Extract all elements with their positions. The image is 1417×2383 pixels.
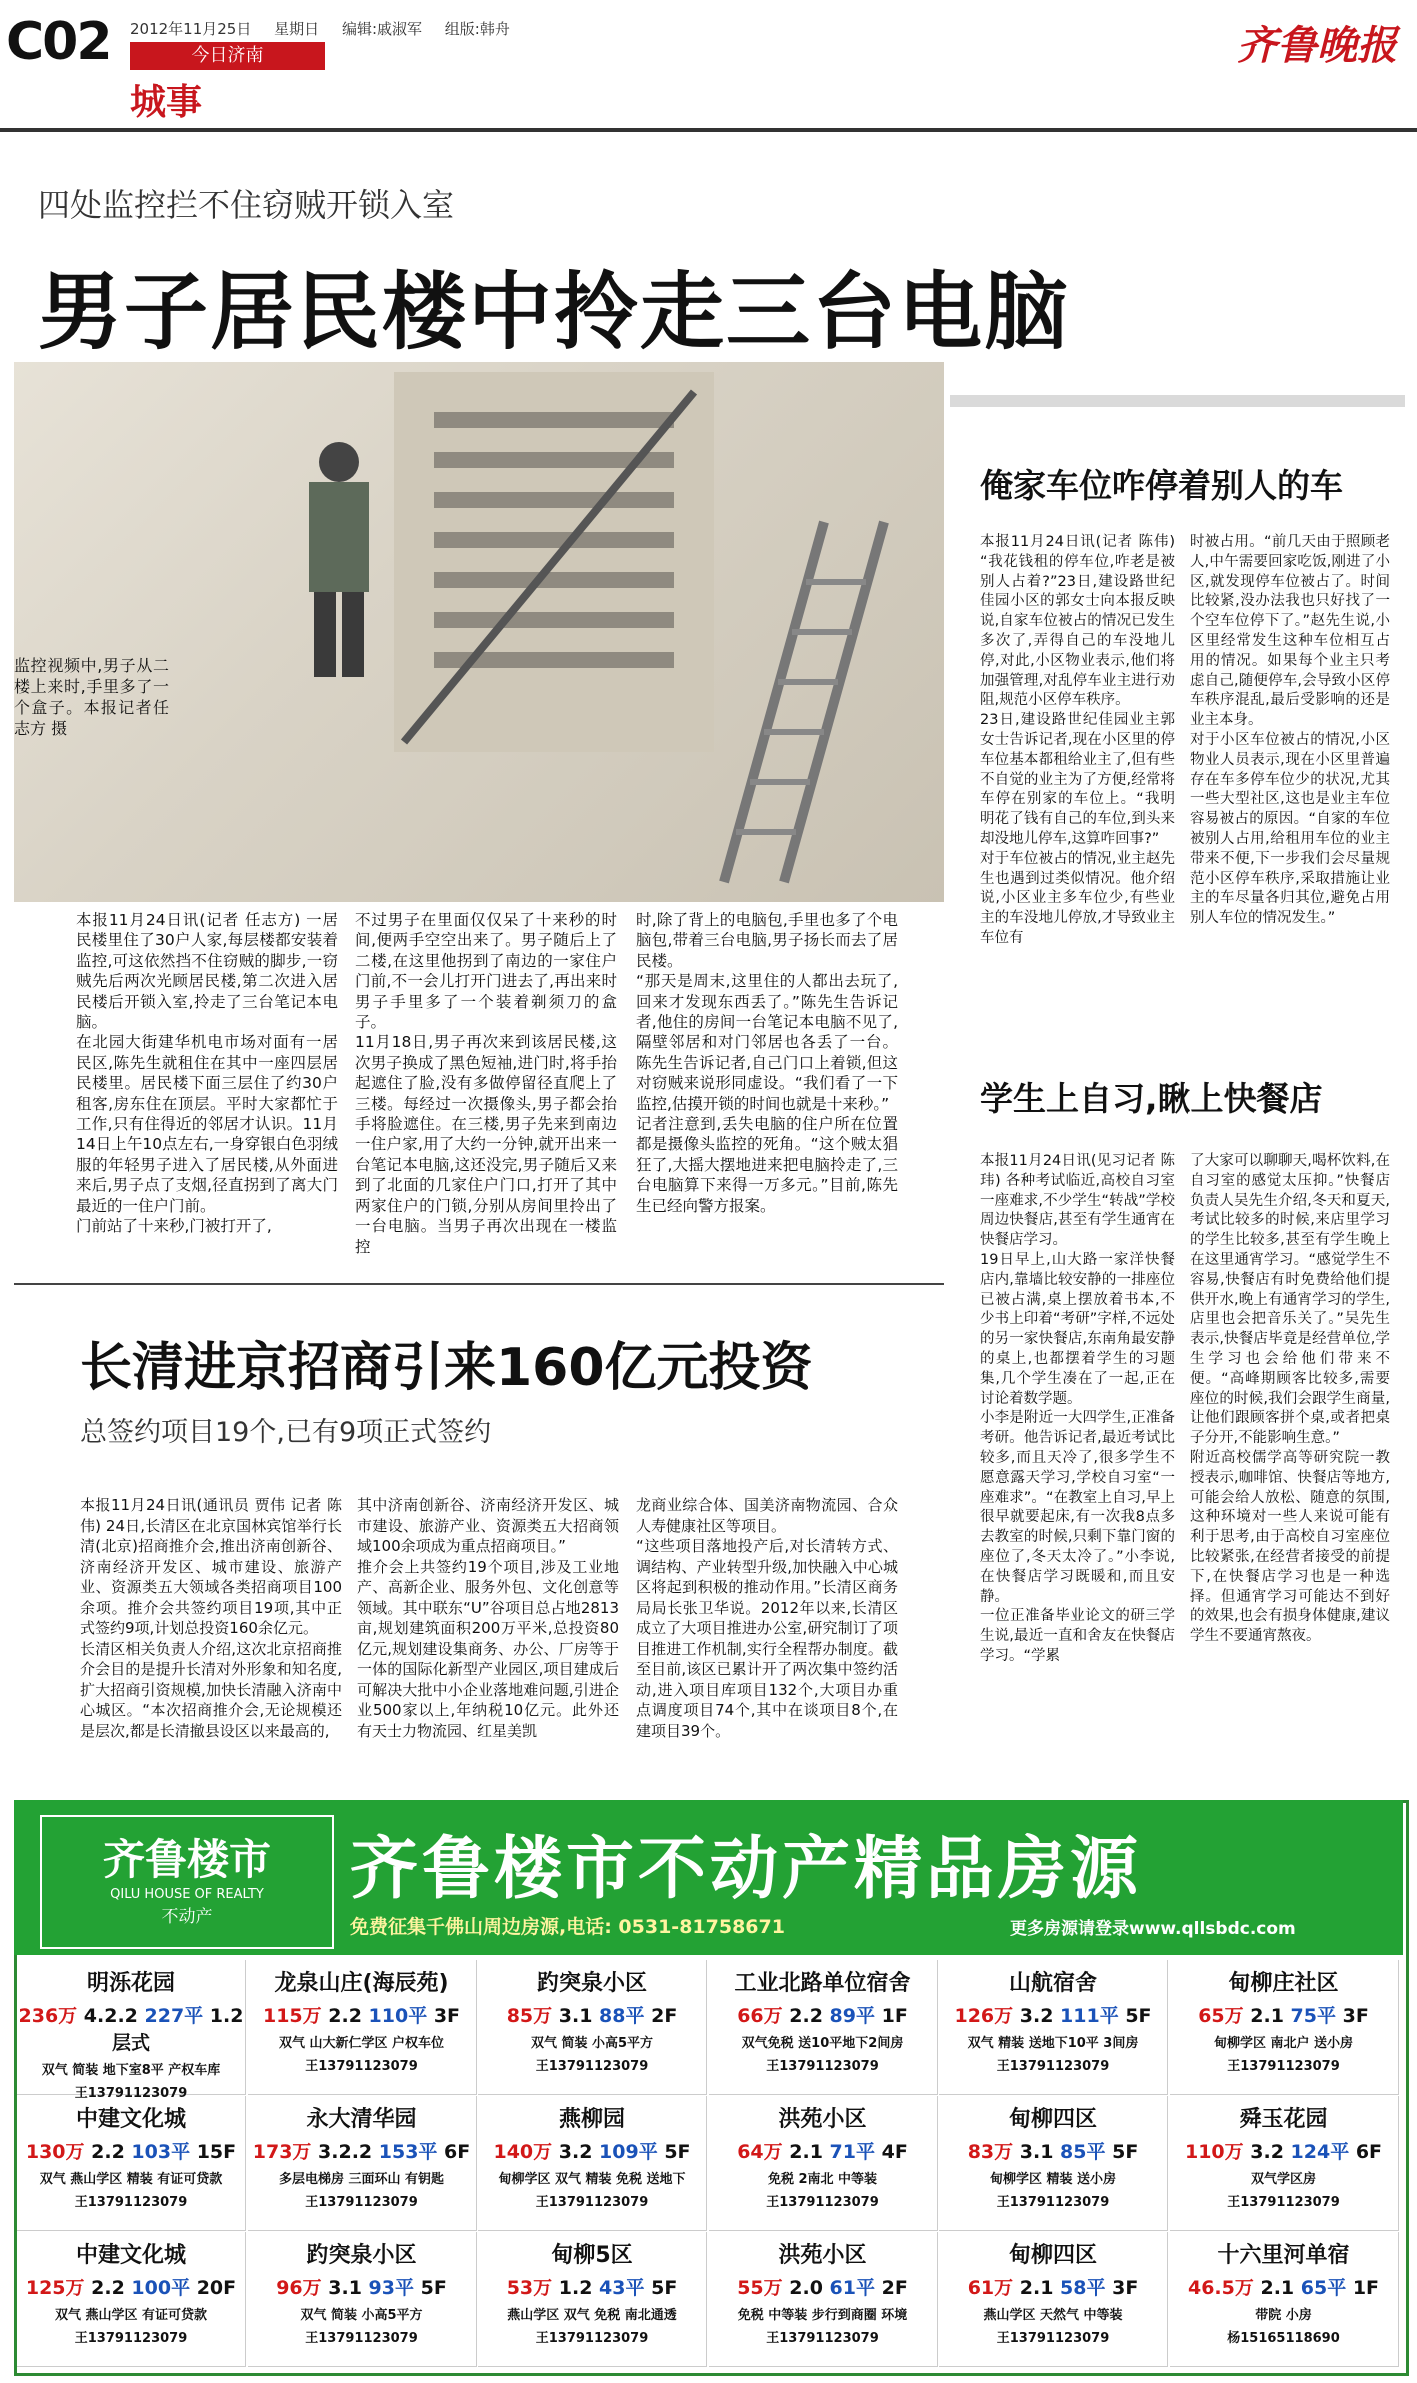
listing-floor: 6F [1355, 2141, 1383, 2163]
listing-name: 洪苑小区 [778, 2243, 867, 2268]
listing-floor: 5F [651, 2277, 678, 2299]
listing-price: 83万 [967, 2141, 1020, 2163]
listing-desc: 燕山学区 双气 免税 南北通透 [507, 2308, 677, 2323]
listing-card [248, 2096, 477, 2231]
listing-card [709, 2232, 938, 2367]
listing-price-row [248, 2001, 476, 2028]
listing-name: 明泺花园 [86, 1971, 175, 1996]
second-story-divider [14, 1283, 944, 1285]
listing-floor: 2F [881, 2277, 908, 2299]
listing-rooms: 2.1 [1250, 2005, 1291, 2027]
listing-name: 甸柳四区 [1008, 2107, 1097, 2132]
listing-price-row [17, 2001, 245, 2055]
lead-subtitle: 四处监控拦不住窃贼开锁入室 [38, 186, 455, 224]
listing-rooms: 2.2 [328, 2005, 369, 2027]
listing-phone: 杨15165118690 [1227, 2331, 1340, 2346]
section-title: 城事 [130, 82, 203, 123]
layout-credit: 组版:韩舟 [444, 20, 510, 38]
listing-desc: 双气 燕山学区 有证可贷款 [54, 2308, 208, 2323]
listing-rooms: 3.1 [328, 2277, 369, 2299]
listing-price-row [478, 2001, 706, 2028]
listing-rooms: 2.2 [91, 2141, 132, 2163]
listing-phone: 王13791123079 [74, 2086, 188, 2101]
listing-floor: 5F [664, 2141, 691, 2163]
listing-name: 洪苑小区 [778, 2107, 867, 2132]
listing-area: 85平 [1060, 2141, 1113, 2163]
listing-name: 趵突泉小区 [536, 1971, 647, 1996]
listing-rooms: 2.1 [1260, 2277, 1301, 2299]
listing-phone: 王13791123079 [766, 2331, 879, 2346]
listing-desc: 免税 中等装 步行到商圈 环境 [737, 2308, 908, 2323]
listing-area: 61平 [829, 2277, 882, 2299]
listing-floor: 4F [881, 2141, 908, 2163]
listing-desc: 双气 简装 小高5平方 [300, 2308, 423, 2323]
listing-card [709, 2096, 938, 2231]
listing-area: 71平 [829, 2141, 882, 2163]
listing-rooms: 3.2 [558, 2141, 600, 2163]
listing-price: 110万 [1184, 2141, 1251, 2163]
second-story-column-2: 其中济南创新谷、济南经济开发区、城市建设、旅游产业、资源类五大招商领域100余项成为重点招商项目。” 推介会上共签约19个项目,涉及工业地产、高新企业、服务外包、文化创意等领域。其中联东“U”谷项目总占地2813亩,规划建筑面积200万平米,总投资80亿元,规划建设集商务、办公、厂房等于一体的国际化新型产业园区,项目建成后可解决大批中小企业落地难问题,引进企业500家以上,年纳税10亿元。此外还有天士力物流园、红星美凯 [357, 1496, 619, 1740]
listing-rooms: 3.1 [1019, 2141, 1061, 2163]
listing-name: 十六里河单宿 [1217, 2243, 1350, 2268]
listing-floor: 15F [196, 2141, 237, 2163]
listing-floor: 3F [1112, 2277, 1139, 2299]
listing-card [17, 2232, 246, 2367]
ad-logo-en: QILU HOUSE OF REALTY [110, 1887, 264, 1902]
ad-title: 齐鲁楼市不动产精品房源 [350, 1830, 1143, 1909]
listing-name: 甸柳庄社区 [1228, 1971, 1339, 1996]
listing-floor: 2F [651, 2005, 678, 2027]
lead-headline: 男子居民楼中拎走三台电脑 [38, 263, 1071, 361]
listing-card [17, 2096, 246, 2231]
listing-price-row [709, 2273, 937, 2300]
listing-card [478, 2096, 707, 2231]
listing-name: 舜玉花园 [1239, 2107, 1328, 2132]
second-story-column-3: 龙商业综合体、国美济南物流园、合众人寿健康社区等项目。 “这些项目落地投产后,对长清转方式、调结构、产业转型升级,加快融入中心城区将起到积极的推动作用。”长清区商务局局长张卫华说。2012年以来,长清区成立了大项目推进办公室,研究制订了项目推进工作机制,实行全程帮办制度。截至目前,该区已累计开了两次集中签约活动,进入项目库项目132个,大项目办重点调度项目74个,其中在谈项目8个,在建项目39个。 [636, 1496, 898, 1740]
person-figure [284, 432, 394, 682]
listing-phone: 王13791123079 [535, 2195, 649, 2210]
photo-caption: 监控视频中,男子从二楼上来时,手里多了一个盒子。本报记者任志方 摄 [14, 656, 169, 738]
listing-price: 236万 [18, 2005, 84, 2027]
listing-desc: 甸柳学区 双气 精装 免税 送地下 [498, 2172, 686, 2187]
listing-phone: 王13791123079 [305, 2195, 418, 2210]
listing-phone: 王13791123079 [996, 2195, 1110, 2210]
listing-area: 110平 [368, 2005, 434, 2027]
listing-phone: 王13791123079 [1227, 2195, 1340, 2210]
ad-logo-cn: 齐鲁楼市 [102, 1835, 271, 1884]
editor-credit: 编辑:戚淑军 [341, 20, 422, 38]
listing-price: 66万 [737, 2005, 790, 2027]
listing-floor: 20F [196, 2277, 237, 2299]
listing-phone: 王13791123079 [996, 2059, 1110, 2074]
listing-price-row [939, 2001, 1167, 2028]
listing-rooms: 3.2.2 [318, 2141, 379, 2163]
listing-price-row [709, 2137, 937, 2164]
listing-phone: 王13791123079 [766, 2059, 879, 2074]
side-story-1-column-2: 时被占用。“前几天由于照顾老人,中午需要回家吃饭,刚进了小区,就发现停车位被占了。时间比较紧,没办法我也只好找了一个空车位停下了。”赵先生说,小区里经常发生这种车位相互占用的情况。如果每个业主只考虑自己,随便停车,会导致小区停车秩序混乱,最后受影响的还是业主本身。 对于小区车位被占的情况,小区物业人员表示,现在小区里普遍存在车多停车位少的状况,尤其一些大型社区,这也是业主车位容易被占的原因。“自家的车位被别人占用,给租用车位的业主带来不便,下一步我们会尽量规范小区停车秩序,采取措施让业主的车尽量各归其位,避免占用别人车位的情况发生。” [1190, 534, 1390, 927]
listing-card [939, 1960, 1168, 2095]
newspaper-logo: 齐鲁晚报 [1237, 22, 1397, 69]
listing-desc: 免税 2南北 中等装 [767, 2172, 878, 2187]
listing-price-row [17, 2137, 245, 2164]
lead-column-2: 不过男子在里面仅仅呆了十来秒的时间,便两手空空出来了。男子随后上了二楼,在这里他拐到了南边的一家住户门前,不一会儿打开门进去了,再出来时男子手里多了一个装着剃须刀的盒子。 11月18日,男子再次来到该居民楼,这次男子换成了黑色短袖,进门时,将手抬起遮住了脸,没有多做停留径直爬上了三楼。每经过一次摄像头,男子都会抬手将脸遮住。在三楼,男子先来到南边一住户家,用了大约一分钟,就开出来一台笔记本电脑,这还没完,男子随后又来到了北面的几家住户门口,打开了其中两家住户的门锁,分别从房间里拎出了一台电脑。当男子再次出现在一楼监控 [355, 911, 617, 1256]
listing-price: 96万 [276, 2277, 329, 2299]
side-story-2-headline: 学生上自习,瞅上快餐店 [980, 1079, 1323, 1118]
listing-price: 140万 [493, 2141, 559, 2163]
listing-area: 100平 [131, 2277, 197, 2299]
listing-phone: 王13791123079 [535, 2059, 649, 2074]
listing-price-row [248, 2137, 476, 2164]
listing-desc: 双气 燕山学区 精装 有证可贷款 [39, 2172, 223, 2187]
listing-area: 89平 [829, 2005, 882, 2027]
lead-column-3: 时,除了背上的电脑包,手里也多了个电脑包,带着三台电脑,男子扬长而去了居民楼。 “那天是周末,这里住的人都出去玩了,回来才发现东西丢了。”陈先生告诉记者,他住的房间一台笔记本电脑不见了,隔壁邻居和对门邻居也各丢了一台。陈先生告诉记者,自己门口上着锁,但这对窃贼来说形同虚设。“我们看了一下监控,估摸开锁的时间也就是十来秒。” 记者注意到,丢失电脑的住户所在位置都是摄像头监控的死角。“这个贼太猖狂了,大摇大摆地进来把电脑拎走了,三台电脑算下来得一万多元。”目前,陈先生已经向警方报案。 [636, 911, 898, 1215]
listing-price-row [1170, 2001, 1398, 2028]
listing-phone: 王13791123079 [535, 2331, 649, 2346]
listing-area: 58平 [1060, 2277, 1113, 2299]
listing-desc: 燕山学区 天然气 中等装 [983, 2308, 1123, 2323]
listing-price-row [1170, 2137, 1398, 2164]
listing-name: 甸柳5区 [551, 2243, 633, 2268]
listing-name: 龙泉山庄(海辰苑) [274, 1971, 449, 1996]
listing-card [248, 2232, 477, 2367]
listing-price: 85万 [506, 2005, 559, 2027]
listing-price: 65万 [1198, 2005, 1251, 2027]
listing-rooms: 3.2 [1019, 2005, 1061, 2027]
listing-floor: 1F [881, 2005, 908, 2027]
listing-rooms: 2.2 [789, 2005, 830, 2027]
listing-name: 燕柳园 [558, 2107, 625, 2132]
listing-price-row [939, 2137, 1167, 2164]
listing-rooms: 2.1 [1019, 2277, 1061, 2299]
surveillance-photo [14, 362, 944, 902]
listing-card [1170, 2232, 1399, 2367]
listing-desc: 双气 简装 小高5平方 [530, 2036, 654, 2051]
page-meta [130, 18, 528, 39]
page-number: C02 [6, 12, 111, 72]
listing-price-row [939, 2273, 1167, 2300]
listing-card [248, 1960, 477, 2095]
listing-area: 153平 [378, 2141, 445, 2163]
listing-price-row [1170, 2273, 1398, 2300]
listing-area: 43平 [599, 2277, 652, 2299]
listing-price: 61万 [967, 2277, 1020, 2299]
listing-phone: 王13791123079 [305, 2331, 418, 2346]
listing-floor: 1F [1352, 2277, 1380, 2299]
listing-area: 88平 [599, 2005, 652, 2027]
listing-name: 趵突泉小区 [306, 2243, 417, 2268]
listing-card [1170, 2096, 1399, 2231]
listing-desc: 双气 简装 地下室8平 产权车库 [41, 2063, 221, 2078]
listing-desc: 多层电梯房 三面环山 有钥匙 [278, 2172, 445, 2187]
listing-desc: 甸柳学区 南北户 送小房 [1213, 2036, 1354, 2051]
listing-price: 173万 [252, 2141, 319, 2163]
listing-price: 126万 [954, 2005, 1020, 2027]
listing-card [478, 2232, 707, 2367]
side-story-2-column-1: 本报11月24日讯(见习记者 陈玮) 各种考试临近,高校自习室一座难求,不少学生“转战”学校周边快餐店,甚至有学生通宵在快餐店学习。 19日早上,山大路一家洋快餐店内,靠墙比较安静的一排座位已被占满,桌上摆放着书本,不少书上印着“考研”字样,不远处的另一家快餐店,东南角最安静的桌上,也都摆着学生的习题集,几个学生凑在了一起,正在讨论着数学题。 小李是附近一大四学生,正准备考研。他告诉记者,最近考试比较多,而且天冷了,很多学生不愿意露天学习,学校自习室“一座难求”。“在教室上自习,早上很早就要起床,有一次我8点多去教室的时候,只剩下靠门窗的座位了,冬天太冷了。”小李说,在快餐店学习既暖和,而且安静。 一位正准备毕业论文的研三学生说,最近一直和舍友在快餐店学习。“学累 [980, 1153, 1175, 1664]
listing-area: 65平 [1300, 2277, 1353, 2299]
listing-price: 125万 [25, 2277, 92, 2299]
listing-floor: 5F [1112, 2141, 1139, 2163]
listing-card [939, 2232, 1168, 2367]
listing-price: 115万 [262, 2005, 329, 2027]
listing-area: 111平 [1060, 2005, 1126, 2027]
ad-phone: 免费征集千佛山周边房源,电话: 0531-81758671 [350, 1916, 785, 1938]
staircase-illustration [394, 372, 714, 752]
listing-price-row [478, 2273, 706, 2300]
listing-card [709, 1960, 938, 2095]
listing-price-row [17, 2273, 245, 2300]
side-story-2-column-2: 了大家可以聊聊天,喝杯饮料,在自习室的感觉太压抑。”快餐店负责人吴先生介绍,冬天和夏天,考试比较多的时候,来店里学习的学生比较多,甚至有学生晚上在这里通宵学习。“感觉学生不容易,快餐店有时免费给他们提供开水,晚上有通宵学习的学生,店里也会把音乐关了。”吴先生表示,快餐店毕竟是经营单位,学生学习也会给他们带来不便。“高峰期顾客比较多,需要座位的时候,我们会跟学生商量,让他们跟顾客拼个桌,或者把桌子分开,不能影响生意。” 附近高校儒学高等研究院一教授表示,咖啡馆、快餐店等地方,可能会给人放松、随意的氛围,这种环境对一些人来说可能有利于思考,由于高校自习室座位比较紧张,在经营者接受的前提下,在快餐店学习也是一种选择。但通宵学习可能达不到好的效果,也会有损身体健康,建议学生不要通宵熬夜。 [1190, 1153, 1390, 1645]
listing-area: 109平 [599, 2141, 665, 2163]
listing-floor: 5F [1125, 2005, 1152, 2027]
listing-rooms: 4.2.2 [83, 2005, 145, 2027]
listing-rooms: 3.2 [1250, 2141, 1291, 2163]
listing-phone: 王13791123079 [305, 2059, 418, 2074]
listing-rooms: 2.0 [789, 2277, 830, 2299]
listing-name: 工业北路单位宿舍 [734, 1971, 911, 1996]
listing-phone: 王13791123079 [74, 2195, 188, 2210]
listing-desc: 双气 山大新仁学区 户权车位 [278, 2036, 445, 2051]
issue-date: 2012年11月25日 [130, 20, 252, 38]
listing-phone: 王13791123079 [74, 2331, 188, 2346]
listing-name: 山航宿舍 [1008, 1971, 1097, 1996]
listing-price: 55万 [737, 2277, 790, 2299]
listing-rooms: 2.1 [789, 2141, 830, 2163]
ladder-figure [704, 512, 904, 892]
listing-price: 46.5万 [1187, 2277, 1261, 2299]
listing-floor: 3F [433, 2005, 461, 2027]
listing-desc: 双气学区房 [1250, 2172, 1316, 2187]
listing-name: 甸柳四区 [1008, 2243, 1097, 2268]
listing-desc: 带院 小房 [1255, 2308, 1312, 2323]
ad-website: 更多房源请登录www.qllsbdc.com [1010, 1919, 1296, 1939]
side-story-1-headline: 俺家车位咋停着别人的车 [980, 466, 1343, 505]
listing-desc: 双气免税 送10平地下2间房 [741, 2036, 904, 2051]
issue-weekday: 星期日 [274, 20, 320, 38]
listing-price: 53万 [506, 2277, 559, 2299]
second-story-headline: 长清进京招商引来160亿元投资 [80, 1338, 813, 1398]
listing-area: 103平 [131, 2141, 197, 2163]
listing-desc: 甸柳学区 精装 送小房 [989, 2172, 1117, 2187]
listing-price-row [248, 2273, 476, 2300]
header-rule [0, 128, 1417, 132]
listing-name: 中建文化城 [75, 2243, 186, 2268]
listing-price: 130万 [25, 2141, 92, 2163]
listing-name: 中建文化城 [75, 2107, 186, 2132]
listing-rooms: 1.2 [558, 2277, 600, 2299]
listing-phone: 王13791123079 [996, 2331, 1110, 2346]
listing-card [939, 2096, 1168, 2231]
second-story-column-1: 本报11月24日讯(通讯员 贾伟 记者 陈伟) 24日,长清区在北京国林宾馆举行长清(北京)招商推介会,推出济南创新谷、济南经济开发区、城市建设、旅游产业、资源类五大领域各类招商项目100余项。推介会共签约项目19项,其中正式签约9项,计划总投资160余亿元。 长清区相关负责人介绍,这次北京招商推介会目的是提升长清对外形象和知名度,扩大招商引资规模,加快长清融入济南中心城区。“本次招商推介会,无论规模还是层次,都是长清撤县设区以来最高的, [80, 1496, 342, 1740]
listing-price: 64万 [737, 2141, 790, 2163]
listing-phone: 王13791123079 [1227, 2059, 1340, 2074]
listing-floor: 5F [420, 2277, 447, 2299]
listing-price-row [709, 2001, 937, 2028]
second-story-subtitle: 总签约项目19个,已有9项正式签约 [80, 1417, 492, 1448]
listing-name: 永大清华园 [306, 2107, 417, 2132]
listing-rooms: 2.2 [91, 2277, 132, 2299]
ad-logo-sub: 不动产 [161, 1907, 213, 1927]
lead-column-1: 本报11月24日讯(记者 任志方) 一居民楼里住了30户人家,每层楼都安装着监控,可这依然挡不住窃贼的脚步,一窃贼先后两次光顾居民楼,第二次进入居民楼后开锁入室,拎走了三台笔记本电脑。 在北园大街建华机电市场对面有一居民区,陈先生就租住在其中一座四层居民楼里。居民楼下面三层住了约30户租客,房东住在顶层。平时大家都忙于工作,只有住得近的邻居才认识。11月14日上午10点左右,一身穿银白色羽绒服的年轻男子进入了居民楼,从外面进来后,男子点了支烟,径直拐到了离大门最近的一住户门前。 门前站了十来秒,门被打开了, [76, 911, 338, 1236]
listing-card [1170, 1960, 1399, 2095]
listing-floor: 1.2层式 [111, 2005, 244, 2054]
side-story-1-bar [950, 395, 1405, 407]
section-tag: 今日济南 [130, 42, 325, 70]
listing-rooms: 3.1 [558, 2005, 600, 2027]
listing-area: 124平 [1290, 2141, 1356, 2163]
ad-logo [40, 1815, 334, 1949]
listing-area: 227平 [144, 2005, 210, 2027]
listing-card [478, 1960, 707, 2095]
listing-floor: 3F [1342, 2005, 1369, 2027]
listing-card [17, 1960, 246, 2101]
listing-area: 93平 [368, 2277, 421, 2299]
listing-phone: 王13791123079 [766, 2195, 879, 2210]
side-story-1-column-1: 本报11月24日讯(记者 陈伟) “我花钱租的停车位,咋老是被别人占着?”23日,建设路世纪佳园小区的郭女士向本报反映说,自家车位被占的情况已发生多次了,弄得自己的车没地儿停,对此,小区物业表示,他们将加强管理,对乱停车业主进行劝阻,规范小区停车秩序。 23日,建设路世纪佳园业主郭女士告诉记者,现在小区里的停车位基本都租给业主了,但有些不自觉的业主为了方便,经常将车停在别家的车位上。“我明明花了钱有自己的车位,到头来却没地儿停车,这算咋回事?” 对于车位被占的情况,业主赵先生也遇到过类似情况。他介绍说,小区业主多车位少,有些业主的车没地儿停放,才导致业主车位有 [980, 534, 1175, 946]
listing-area: 75平 [1290, 2005, 1343, 2027]
listing-desc: 双气 精装 送地下10平 3间房 [967, 2036, 1139, 2051]
listing-floor: 6F [444, 2141, 471, 2163]
listing-price-row [478, 2137, 706, 2164]
